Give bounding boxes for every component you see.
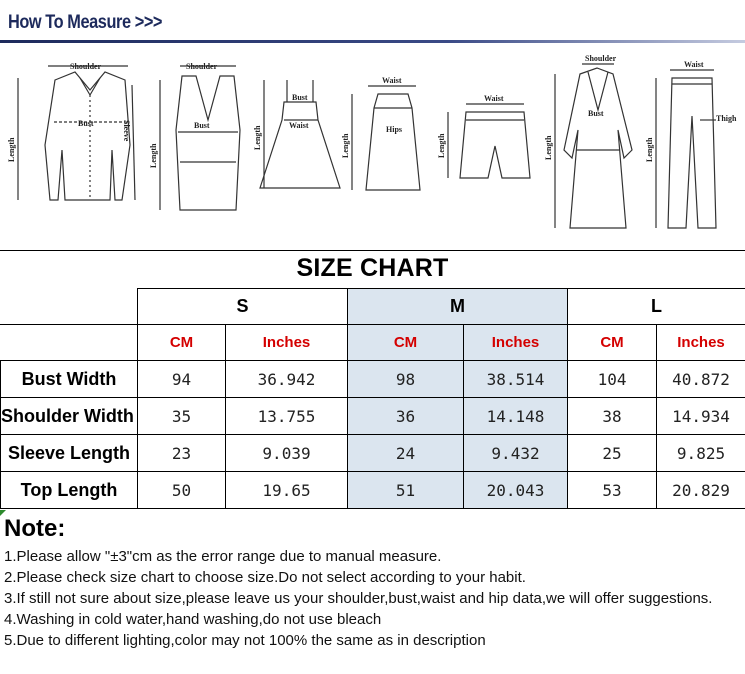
row-label-bust-width: Bust Width	[1, 361, 138, 398]
length-label: Length	[7, 137, 16, 162]
table-row	[1, 398, 745, 435]
table-cell: 25	[568, 435, 657, 472]
unit-header-row	[1, 325, 745, 361]
length-label: Length	[253, 125, 262, 150]
table-row	[1, 361, 745, 398]
table-cell: 94	[138, 361, 226, 398]
unit-inches-m: Inches	[464, 325, 568, 361]
waist-label: Waist	[289, 121, 309, 130]
table-cell: 36.942	[226, 361, 348, 398]
table-cell: 13.755	[226, 398, 348, 435]
unit-cm-s: CM	[138, 325, 226, 361]
table-cell: 98	[348, 361, 464, 398]
table-cell: 51	[348, 472, 464, 509]
chart-top-divider	[0, 250, 745, 251]
dress-figure	[253, 80, 340, 188]
table-cell: 35	[138, 398, 226, 435]
table-row	[1, 472, 745, 509]
note-item: 5.Due to different lighting,color may not 100% the same as in description	[4, 632, 486, 649]
table-cell: 38	[568, 398, 657, 435]
row-label-top-length: Top Length	[1, 472, 138, 509]
size-chart-table	[0, 288, 745, 509]
tank-figure	[149, 62, 240, 210]
unit-cm-m: CM	[348, 325, 464, 361]
shoulder-label: Shoulder	[585, 54, 617, 63]
header-divider	[0, 40, 745, 43]
shirt-figure	[7, 62, 135, 200]
table-cell: 9.432	[464, 435, 568, 472]
table-cell: 9.039	[226, 435, 348, 472]
shoulder-label: Shoulder	[186, 62, 218, 71]
hips-label: Hips	[386, 125, 403, 134]
pants-figure	[645, 60, 737, 228]
table-cell: 50	[138, 472, 226, 509]
table-cell: 14.934	[657, 398, 745, 435]
notes-section	[4, 516, 744, 651]
waist-label: Waist	[484, 94, 504, 103]
note-item: 4.Washing in cold water,hand washing,do not use bleach	[4, 611, 382, 628]
size-m-header: M	[348, 289, 568, 325]
table-cell: 38.514	[464, 361, 568, 398]
length-label: Length	[341, 133, 350, 158]
size-l-header: L	[568, 289, 745, 325]
waist-label: Waist	[382, 76, 402, 85]
size-chart-title: SIZE CHART	[296, 254, 449, 282]
unit-inches-l: Inches	[657, 325, 745, 361]
table-cell: 53	[568, 472, 657, 509]
size-header-row	[1, 289, 745, 325]
table-cell: 40.872	[657, 361, 745, 398]
table-cell: 36	[348, 398, 464, 435]
note-item: 3.If still not sure about size,please leave us your shoulder,bust,waist and hip data,we will offer suggestions.	[4, 590, 713, 607]
how-to-measure-title: How To Measure >>>	[8, 12, 163, 33]
length-label: Length	[437, 133, 446, 158]
bust-label: Bust	[588, 109, 604, 118]
coat-figure	[544, 54, 632, 228]
table-cell: 104	[568, 361, 657, 398]
measurement-illustrations	[0, 50, 745, 240]
skirt-figure	[341, 76, 420, 190]
table-cell: 9.825	[657, 435, 745, 472]
bust-label: Bust	[78, 119, 94, 128]
corner-cell	[1, 289, 138, 325]
table-cell: 23	[138, 435, 226, 472]
row-label-shoulder-width: Shoulder Width	[1, 398, 138, 435]
thigh-label: Thigh	[716, 114, 737, 123]
size-s-header: S	[138, 289, 348, 325]
shoulder-label: Shoulder	[70, 62, 102, 71]
corner-cell	[1, 325, 138, 361]
row-label-sleeve-length: Sleeve Length	[1, 435, 138, 472]
bust-label: Bust	[194, 121, 210, 130]
unit-inches-s: Inches	[226, 325, 348, 361]
table-cell: 19.65	[226, 472, 348, 509]
length-label: Length	[544, 135, 553, 160]
table-cell: 20.043	[464, 472, 568, 509]
table-row	[1, 435, 745, 472]
header	[0, 0, 745, 46]
table-cell: 14.148	[464, 398, 568, 435]
sleeve-label: Sleeve	[122, 120, 131, 142]
note-item: 1.Please allow "±3"cm as the error range due to manual measure.	[4, 548, 442, 565]
table-cell: 24	[348, 435, 464, 472]
note-item: 2.Please check size chart to choose size.Do not select according to your habit.	[4, 569, 526, 586]
length-label: Length	[149, 143, 158, 168]
length-label: Length	[645, 137, 654, 162]
notes-title: Note:	[4, 515, 66, 542]
unit-cm-l: CM	[568, 325, 657, 361]
bust-label: Bust	[292, 93, 308, 102]
shorts-figure	[437, 94, 530, 178]
waist-label: Waist	[684, 60, 704, 69]
table-cell: 20.829	[657, 472, 745, 509]
